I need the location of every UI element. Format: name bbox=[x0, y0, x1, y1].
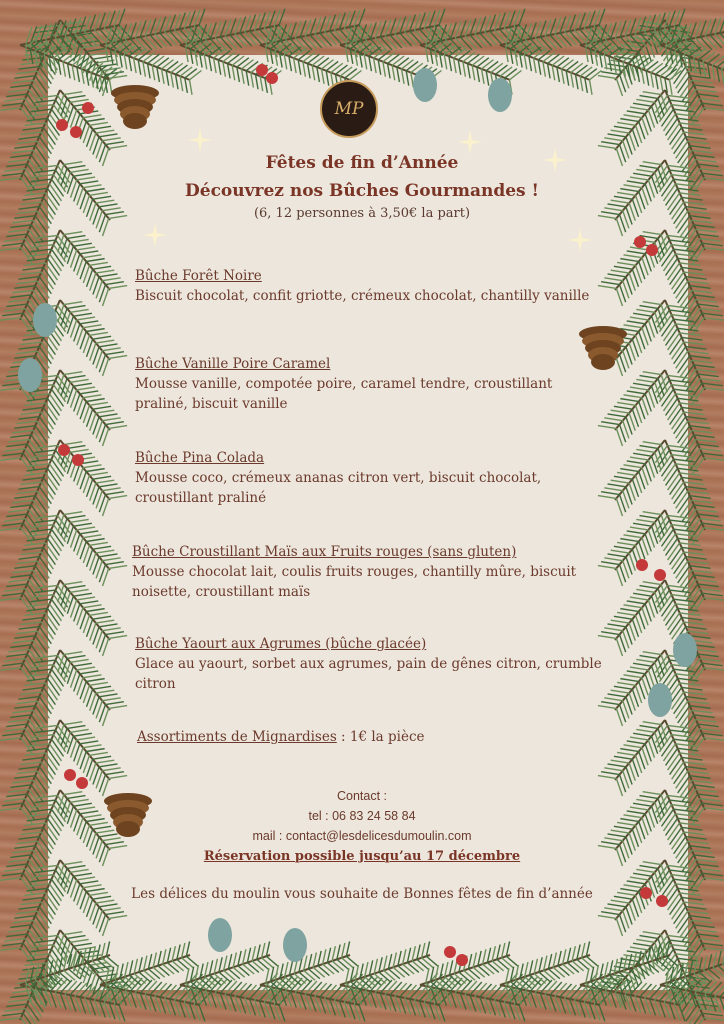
holly-berry bbox=[656, 895, 668, 907]
pine-branch bbox=[58, 720, 127, 796]
holly-berry bbox=[58, 444, 70, 456]
pine-branch bbox=[598, 230, 667, 306]
menu-item-description: Glace au yaourt, sorbet aux agrumes, pain de gênes citron, crumble citron bbox=[135, 656, 602, 692]
pine-branch bbox=[598, 580, 667, 656]
pine-branch bbox=[58, 370, 127, 446]
logo-monogram: MP bbox=[334, 99, 364, 119]
page-title: Fêtes de fin d’Année bbox=[265, 153, 459, 173]
holly-berry bbox=[76, 777, 88, 789]
eucalyptus-leaf bbox=[283, 928, 307, 962]
sparkle-icon bbox=[458, 130, 482, 154]
menu-item bbox=[135, 266, 605, 306]
eucalyptus-leaf bbox=[413, 68, 437, 102]
holly-berry bbox=[636, 559, 648, 571]
holly-berry bbox=[64, 769, 76, 781]
eucalyptus-leaf bbox=[18, 358, 42, 392]
menu-item-name: Bûche Vanille Poire Caramel bbox=[135, 356, 331, 372]
eucalyptus-leaf bbox=[673, 633, 697, 667]
reservation-deadline: Réservation possible jusqu’au 17 décembre bbox=[203, 849, 521, 864]
holly-berry bbox=[266, 72, 278, 84]
holly-berry bbox=[70, 126, 82, 138]
menu-item bbox=[135, 354, 605, 414]
menu-item-name: Bûche Croustillant Maïs aux Fruits rouges (sans gluten) bbox=[132, 544, 517, 560]
eucalyptus-leaf bbox=[208, 918, 232, 952]
holly-berry bbox=[646, 244, 658, 256]
pricing-note: (6, 12 personnes à 3,50€ la part) bbox=[253, 206, 471, 221]
sparkle-icon bbox=[568, 228, 592, 252]
pine-branch bbox=[598, 440, 667, 516]
eucalyptus-leaf bbox=[488, 78, 512, 112]
menu-item bbox=[132, 542, 602, 602]
pine-branch bbox=[58, 580, 127, 656]
menu-item-description: Biscuit chocolat, confit griotte, crémeux chocolat, chantilly vanille bbox=[135, 288, 590, 304]
holly-berry bbox=[654, 569, 666, 581]
holly-berry bbox=[634, 236, 646, 248]
pine-branch bbox=[58, 230, 127, 306]
contact-heading: Contact : bbox=[336, 789, 388, 803]
mignardises-label: Assortiments de Mignardises bbox=[137, 729, 337, 745]
pine-branch bbox=[598, 370, 667, 446]
menu-item-name: Bûche Pina Colada bbox=[135, 450, 265, 466]
logo-badge bbox=[320, 80, 378, 138]
mignardises-price: : 1€ la pièce bbox=[336, 729, 425, 745]
sparkle-icon bbox=[188, 128, 212, 152]
holly-berry bbox=[256, 64, 268, 76]
menu-item-description: Mousse vanille, compotée poire, caramel tendre, croustillant praliné, biscuit vanille bbox=[135, 376, 553, 412]
holly-berry bbox=[456, 954, 468, 966]
pine-branch bbox=[598, 720, 667, 796]
mignardises-line bbox=[137, 729, 425, 745]
menu-item-name: Bûche Yaourt aux Agrumes (bûche glacée) bbox=[135, 636, 427, 652]
holly-berry bbox=[444, 946, 456, 958]
holiday-wish: Les délices du moulin vous souhaite de Bonnes fêtes de fin d’année bbox=[131, 886, 593, 902]
pine-branch bbox=[58, 300, 127, 376]
contact-phone: tel : 06 83 24 58 84 bbox=[308, 809, 416, 823]
menu-item bbox=[135, 448, 605, 508]
page-subtitle: Découvrez nos Bûches Gourmandes ! bbox=[185, 181, 539, 201]
menu-item-description: Mousse coco, crémeux ananas citron vert, biscuit chocolat, croustillant praliné bbox=[135, 470, 542, 506]
holly-berry bbox=[82, 102, 94, 114]
holly-berry bbox=[72, 454, 84, 466]
contact-email: mail : contact@lesdelicesdumoulin.com bbox=[252, 829, 472, 843]
pine-branch bbox=[58, 860, 127, 936]
pinecone-icon bbox=[111, 85, 159, 129]
eucalyptus-leaf bbox=[33, 303, 57, 337]
eucalyptus-leaf bbox=[648, 683, 672, 717]
menu-item-description: Mousse chocolat lait, coulis fruits rouges, chantilly mûre, biscuit noisette, croustillant maïs bbox=[132, 564, 577, 600]
menu-item-name: Bûche Forêt Noire bbox=[135, 268, 262, 284]
menu-item bbox=[135, 634, 605, 694]
holly-berry bbox=[640, 887, 652, 899]
pine-branch bbox=[58, 510, 127, 586]
holly-berry bbox=[56, 119, 68, 131]
pine-branch bbox=[58, 650, 127, 726]
sparkle-icon bbox=[143, 223, 167, 247]
